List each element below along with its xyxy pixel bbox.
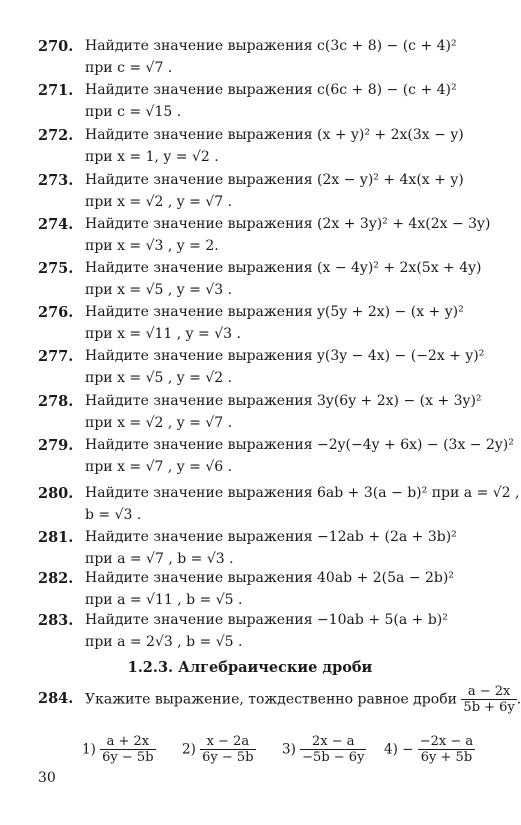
fraction-denominator: 6y − 5b [102, 750, 154, 765]
problem-condition: при c = √15 . [85, 104, 182, 120]
answer-option-2 [182, 734, 256, 765]
problem-number: 280. [38, 485, 74, 502]
problem-condition: при x = √5 , y = √2 . [85, 370, 233, 386]
problem-text: Найдите значение выражения c(6c + 8) − (c + 4)² [85, 82, 457, 98]
problem-number: 272. [38, 127, 74, 144]
problem-number: 282. [38, 570, 74, 587]
fraction-denominator: 6y − 5b [202, 750, 254, 765]
problem-condition: при x = √11 , y = √3 . [85, 326, 241, 342]
problem-text: Найдите значение выражения −10ab + 5(a + b)² [85, 612, 448, 628]
option-sign: − [402, 741, 414, 758]
fraction-denominator: 5b + 6y [463, 700, 515, 715]
problem-condition: при x = √2 , y = √7 . [85, 194, 233, 210]
problem-number: 279. [38, 437, 74, 454]
problem-text: Найдите значение выражения 40ab + 2(5a − 2b)² [85, 570, 454, 586]
problem-condition: при a = 2√3 , b = √5 . [85, 634, 243, 650]
problem-number: 283. [38, 612, 74, 629]
problem-text: Найдите значение выражения (2x − y)² + 4x(x + y) [85, 172, 464, 188]
fraction-numerator: a − 2x [461, 684, 516, 700]
problem-number: 273. [38, 172, 74, 189]
fraction-numerator: 2x − a [300, 734, 366, 750]
problem-text: Найдите значение выражения 6ab + 3(a − b)² при a = √2 , [85, 485, 520, 501]
problem-text: Найдите значение выражения y(5y + 2x) − (x + y)² [85, 304, 464, 320]
problem-text: Найдите значение выражения (x − 4y)² + 2x(5x + 4y) [85, 260, 482, 276]
fraction-numerator: −2x − a [419, 734, 474, 749]
problem-text [85, 684, 521, 715]
problem-condition: при a = √7 , b = √3 . [85, 551, 234, 567]
option-label: 1) [82, 741, 96, 758]
problem-number: 274. [38, 216, 74, 233]
problem-text-main: Укажите выражение, тождественно равное дроби [85, 691, 457, 708]
answer-option-4 [384, 734, 475, 765]
fraction [418, 734, 475, 765]
problem-text: Найдите значение выражения −12ab + (2a + 3b)² [85, 529, 457, 545]
section-title: 1.2.3. Алгебраические дроби [127, 659, 373, 676]
fraction-numerator: a + 2x [100, 734, 155, 750]
option-label: 4) [384, 741, 398, 758]
page-number: 30 [38, 770, 56, 786]
problem-number: 275. [38, 260, 74, 277]
fraction-numerator: x − 2a [200, 734, 255, 750]
fraction [300, 734, 366, 765]
problem-number: 271. [38, 82, 74, 99]
problem-text: Найдите значение выражения (x + y)² + 2x(3x − y) [85, 127, 464, 143]
option-label: 2) [182, 741, 196, 758]
problem-text: Найдите значение выражения (2x + 3y)² + 4x(2x − 3y) [85, 216, 491, 232]
period: . [516, 691, 521, 708]
problem-number: 276. [38, 304, 74, 321]
fraction [200, 734, 255, 765]
fraction-denominator: −5b − 6y [302, 750, 365, 765]
fraction-denominator: 6y + 5b [420, 750, 473, 765]
answer-option-3 [282, 734, 366, 765]
problem-text: Найдите значение выражения 3y(6y + 2x) − (x + 3y)² [85, 393, 482, 409]
problem-number: 281. [38, 529, 74, 546]
problem-text: Найдите значение выражения c(3c + 8) − (c + 4)² [85, 38, 457, 54]
problem-condition: при c = √7 . [85, 60, 173, 76]
problem-condition: при x = √5 , y = √3 . [85, 282, 233, 298]
answer-option-1 [82, 734, 156, 765]
problem-text: Найдите значение выражения −2y(−4y + 6x) − (3x − 2y)² [85, 437, 514, 453]
problem-condition: при x = √7 , y = √6 . [85, 459, 233, 475]
fraction [461, 684, 516, 715]
problem-text: Найдите значение выражения y(3y − 4x) − (−2x + y)² [85, 348, 485, 364]
fraction [100, 734, 155, 765]
problem-condition: при x = √3 , y = 2. [85, 238, 219, 254]
problem-number: 284. [38, 690, 74, 707]
problem-number: 278. [38, 393, 74, 410]
problem-condition: при x = √2 , y = √7 . [85, 415, 233, 431]
problem-condition: b = √3 . [85, 507, 142, 523]
problem-number: 277. [38, 348, 74, 365]
problem-condition: при x = 1, y = √2 . [85, 149, 219, 165]
problem-number: 270. [38, 38, 74, 55]
option-label: 3) [282, 741, 296, 758]
problem-condition: при a = √11 , b = √5 . [85, 592, 243, 608]
